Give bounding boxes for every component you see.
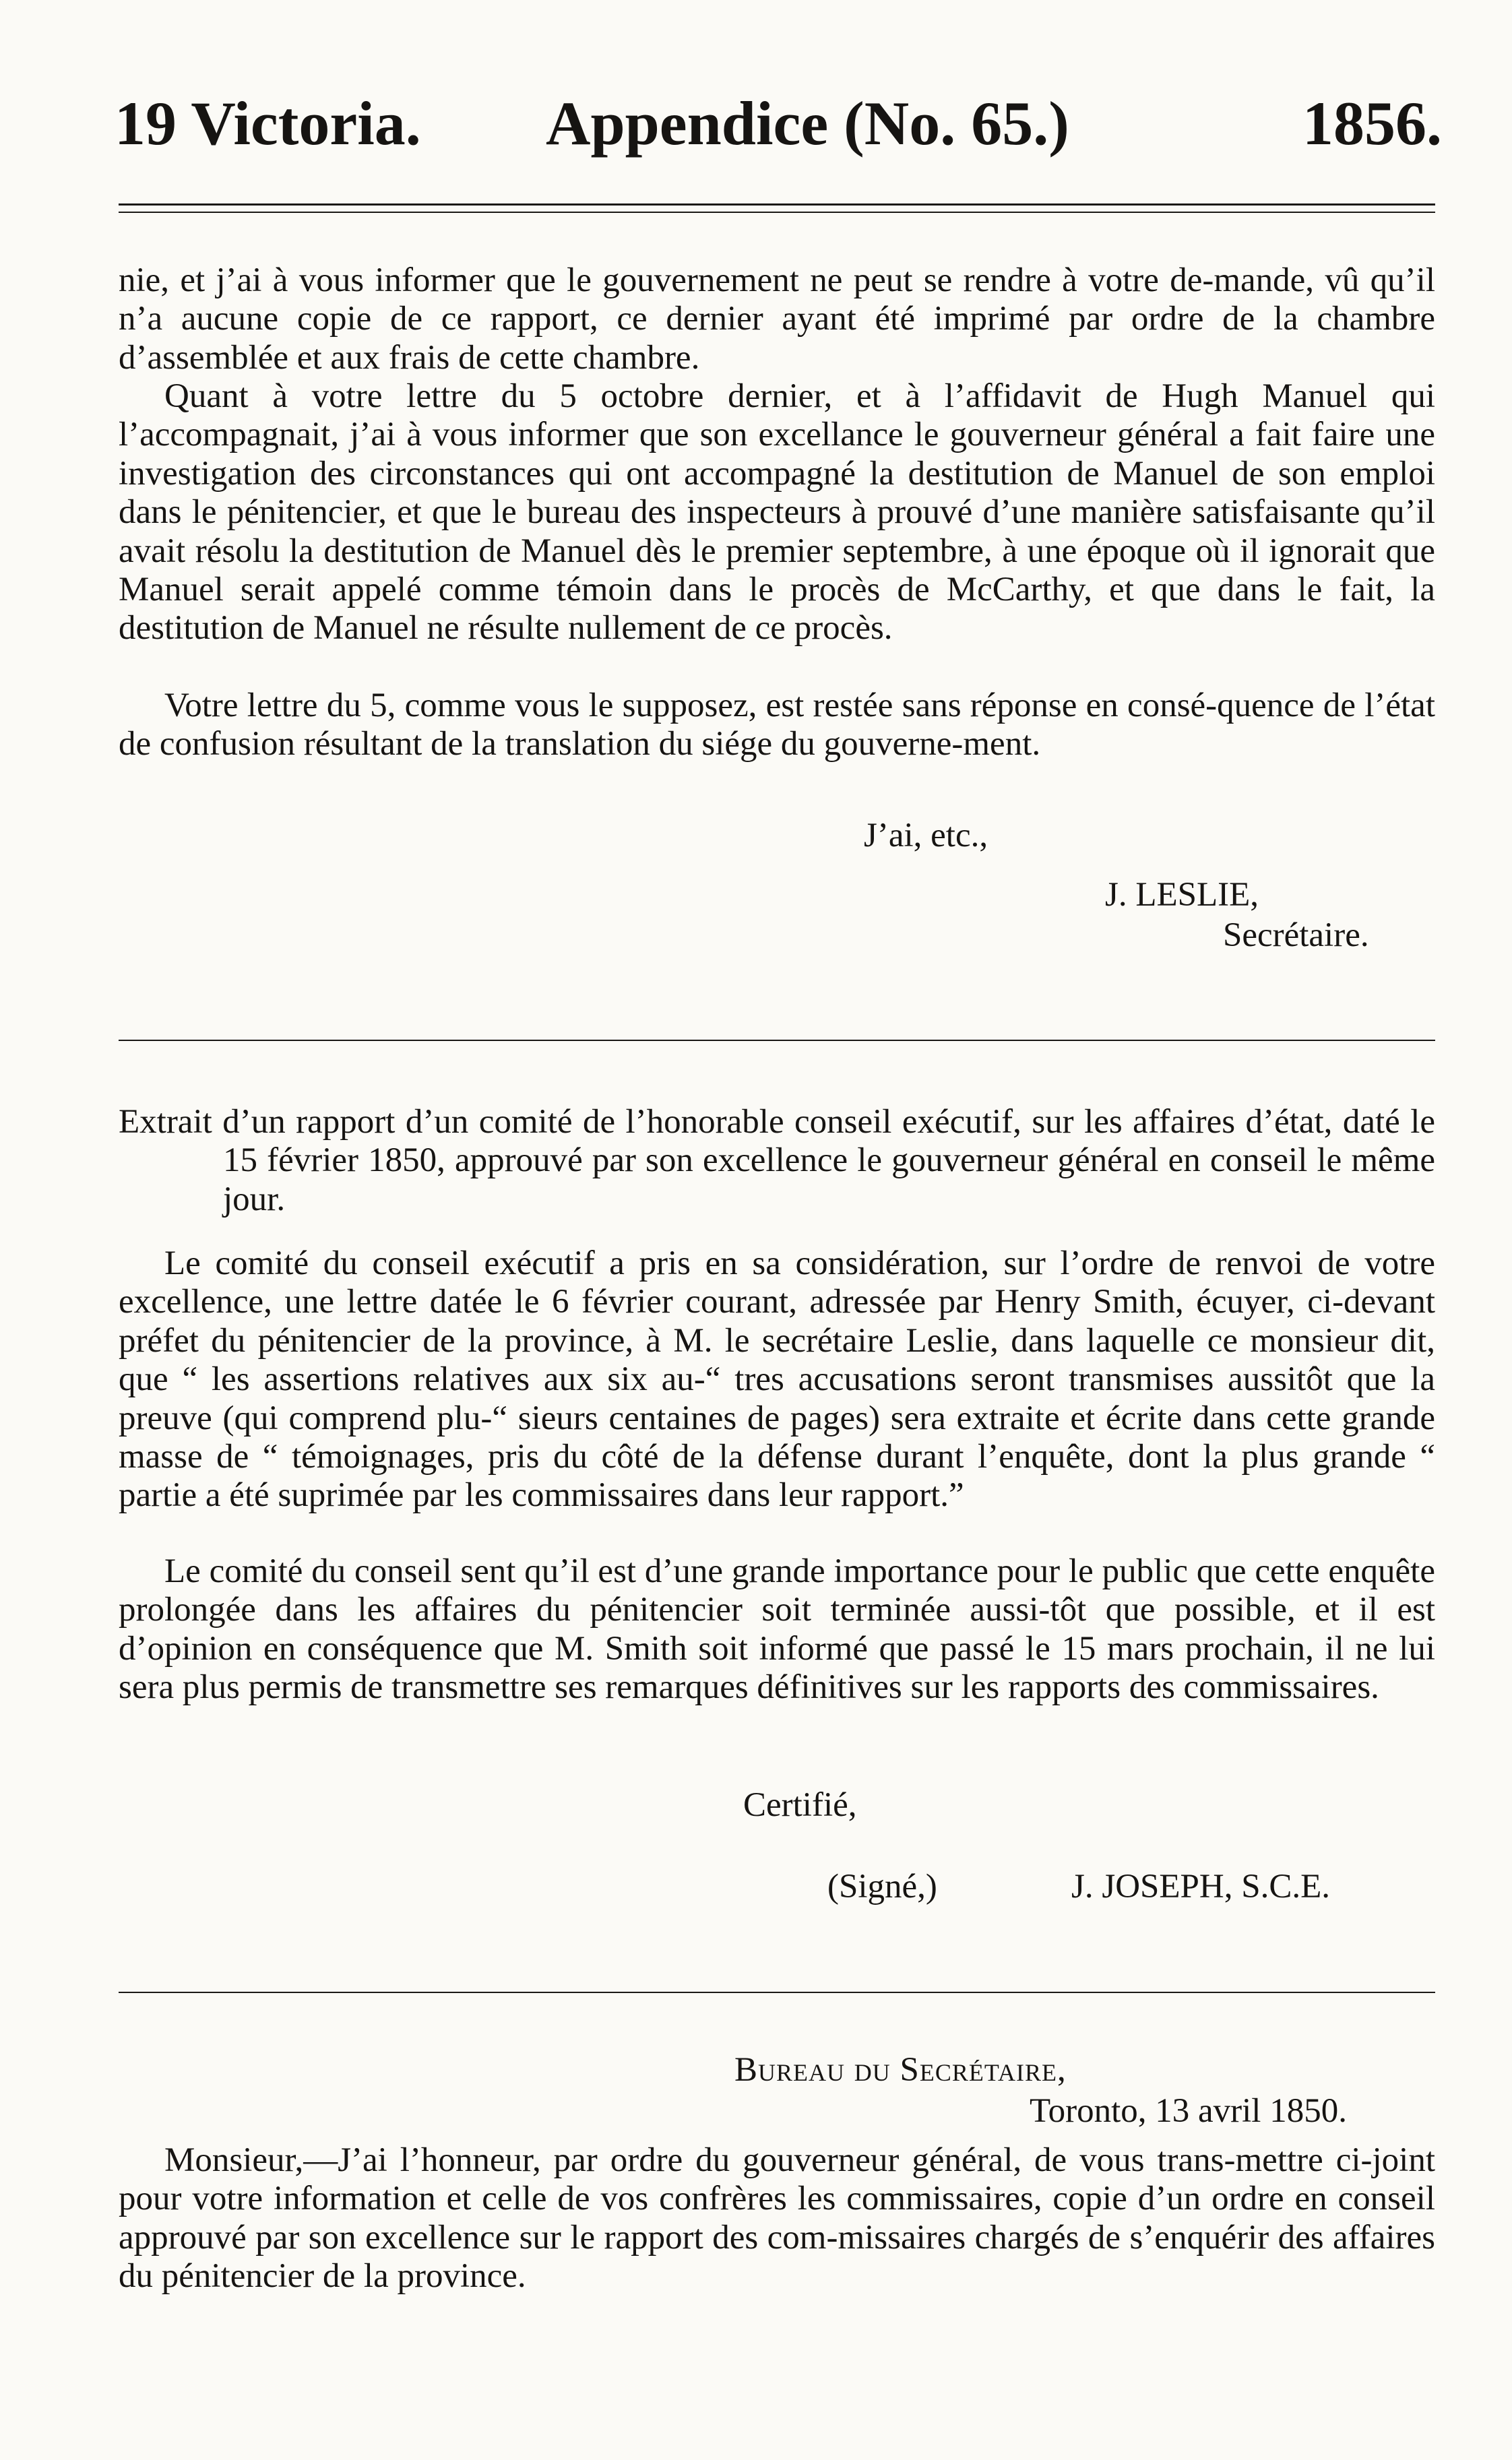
extract-paragraph-2: Le comité du conseil sent qu’il est d’une grande importance pour le public que cette enquête prolongée dans les affaires du pénitencier soit terminée aussi-tôt que possible, et il est d’opinion en conséquence que M. Smith soit informé que passé le 15 mars prochain, il ne lui sera plus permis de transmettre ses remarques définitives sur les rapports des commissaires. [119, 1552, 1435, 1707]
header-appendix: Appendice (No. 65.) [546, 89, 1069, 158]
extract-signatory: J. JOSEPH, S.C.E. [1071, 1868, 1331, 1905]
extract-paragraph-1: Le comité du conseil exécutif a pris en sa considération, sur l’ordre de renvoi de votre excellence, une lettre datée le 6 février courant, adressée par Henry Smith, écuyer, ci-devant préfet du pénitencier de la province, à M. le secrétaire Leslie, dans laquelle ce monsieur dit, que “ les assertions relatives aux six au-“ tres accusations seront transmises aussitôt que la preuve (qui comprend plu-“ sieurs centaines de pages) sera extraite et écrite dans cette grande masse de “ témoignages, pris du côté de la défense durant l’enquête, dont la plus grande “ partie a été suprimée par les commissaires dans leur rapport.” [119, 1244, 1435, 1515]
section-divider-1 [119, 1040, 1435, 1041]
letter1-closing: J’ai, etc., [864, 817, 988, 854]
letter2-office: Bureau du Secrétaire, [734, 2051, 1067, 2089]
header-year: 1856. [1302, 89, 1442, 158]
section-divider-2 [119, 1992, 1435, 1993]
header-session: 19 Victoria. [115, 89, 421, 158]
extract-heading: Extrait d’un rapport d’un comité de l’honorable conseil exécutif, sur les affaires d’état, daté le 15 février 1850, approuvé par son excellence le gouverneur général en conseil le même jour. [119, 1103, 1435, 1218]
letter2-place-date: Toronto, 13 avril 1850. [1030, 2092, 1347, 2130]
header-rule-bottom [119, 212, 1435, 213]
letter1-paragraph-2: Quant à votre lettre du 5 octobre dernier, et à l’affidavit de Hugh Manuel qui l’accompagnait, j’ai à vous informer que son excellance le gouverneur général a fait faire une investigation des circonstances qui ont accompagné la destitution de Manuel de son emploi dans le pénitencier, et que le bureau des inspecteurs à prouvé d’une manière satisfaisante qu’il avait résolu la destitution de Manuel dès le premier septembre, à une époque où il ignorait que Manuel serait appelé comme témoin dans le procès de McCarthy, et que dans le fait, la destitution de Manuel ne résulte nullement de ce procès. [119, 377, 1435, 648]
header-rule-top [119, 203, 1435, 206]
letter1-signature-name: J. LESLIE, [1105, 876, 1259, 914]
extract-signed: (Signé,) [827, 1868, 937, 1905]
letter1-signature-title: Secrétaire. [1223, 916, 1369, 954]
letter2-body: Monsieur,—J’ai l’honneur, par ordre du gouverneur général, de vous trans-mettre ci-joint pour votre information et celle de vos confrères les commissaires, copie d’un ordre en conseil approuvé par son excellence sur le rapport des com-missaires chargés de s’enquérir des affaires du pénitencier de la province. [119, 2141, 1435, 2296]
running-header [115, 86, 1442, 160]
extract-certified: Certifié, [743, 1786, 857, 1824]
letter1-paragraph-1: nie, et j’ai à vous informer que le gouvernement ne peut se rendre à votre de-mande, vû qu’il n’a aucune copie de ce rapport, ce dernier ayant été imprimé par ordre de la chambre d’assemblée et aux frais de cette chambre. [119, 261, 1435, 377]
letter1-paragraph-3: Votre lettre du 5, comme vous le supposez, est restée sans réponse en consé-quence de l’état de confusion résultant de la translation du siége du gouverne-ment. [119, 687, 1435, 763]
